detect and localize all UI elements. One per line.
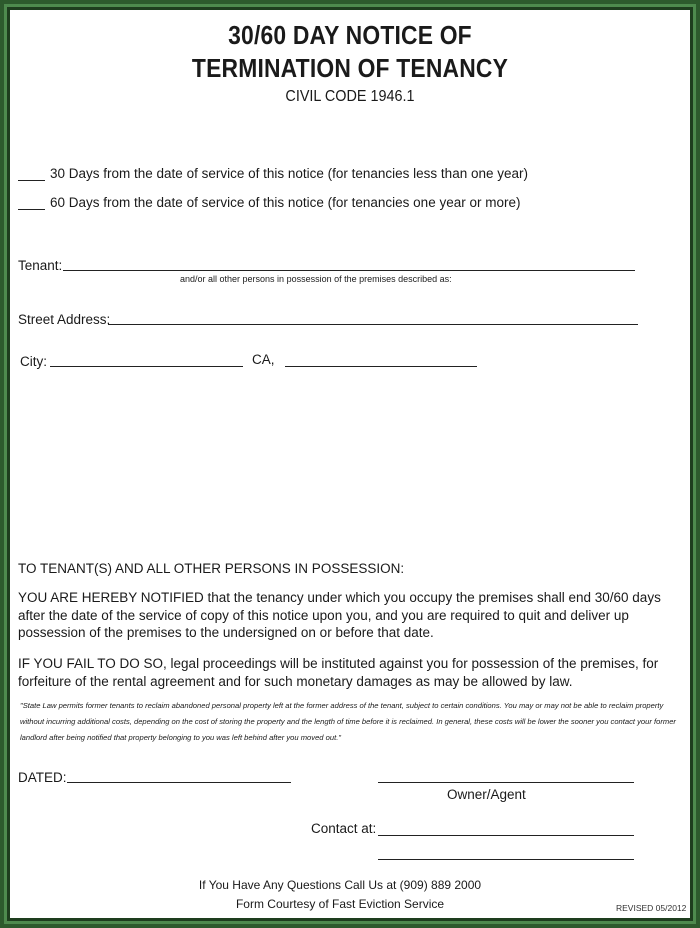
owner-agent-label: Owner/Agent <box>447 787 526 802</box>
dated-label: DATED: <box>18 770 67 785</box>
contact-field-1[interactable] <box>378 835 634 836</box>
fail-paragraph: IF YOU FAIL TO DO SO, legal proceedings will be instituted against you for possession of the premises, for forfeiture of the rental agreement and for such monetary damages as may be allowed by law. <box>18 656 659 689</box>
tenant-note: and/or all other persons in possession of the premises described as: <box>180 274 452 284</box>
contact-field-2[interactable] <box>378 859 634 860</box>
revised-date: REVISED 05/2012 <box>616 903 687 913</box>
to-tenants-heading: TO TENANT(S) AND ALL OTHER PERSONS IN POSSESSION: <box>18 561 405 576</box>
street-label: Street Address: <box>18 312 111 327</box>
dated-field[interactable] <box>67 782 291 783</box>
tenant-label: Tenant: <box>18 258 63 273</box>
courtesy-line: Form Courtesy of Fast Eviction Service <box>235 897 445 911</box>
state-law-note: "State Law permits former tenants to reclaim abandoned personal property left at the former address of the tenant, subject to certain conditions. You may or may not be able to reclaim property without incurring additional costs, depending on the cost of storing the property and the length of time before it is reclaimed. In general, these costs will be lower the sooner you contact your former landlord after being notified that property belonging to you was left behind after you moved out." <box>20 701 676 742</box>
form-page <box>10 10 690 918</box>
notice-paragraph: YOU ARE HEREBY NOTIFIED that the tenancy under which you occupy the premises shall end 30/60 days after the date of the service of copy of this notice upon you, and you are required to quit and deliver up possession of the premises to the undersigned on or before that date. <box>18 590 661 640</box>
option-30-text: 30 Days from the date of service of this notice (for tenancies less than one year) <box>50 166 528 181</box>
city-label: City: <box>20 354 47 369</box>
city-field[interactable] <box>50 366 243 367</box>
option-30-blank[interactable] <box>18 180 45 181</box>
zip-field[interactable] <box>285 366 477 367</box>
option-60-text: 60 Days from the date of service of this notice (for tenancies one year or more) <box>50 195 521 210</box>
form-title-line1: 30/60 DAY NOTICE OF <box>228 20 472 50</box>
questions-line: If You Have Any Questions Call Us at (909) 889 2000 <box>198 878 482 892</box>
option-60-blank[interactable] <box>18 209 45 210</box>
state-label: CA, <box>252 352 275 367</box>
form-title-line2: TERMINATION OF TENANCY <box>191 53 509 83</box>
owner-signature-field[interactable] <box>378 782 634 783</box>
contact-label: Contact at: <box>311 821 377 836</box>
civil-code: CIVIL CODE 1946.1 <box>285 88 415 105</box>
tenant-field[interactable] <box>63 270 635 271</box>
street-field[interactable] <box>108 324 638 325</box>
